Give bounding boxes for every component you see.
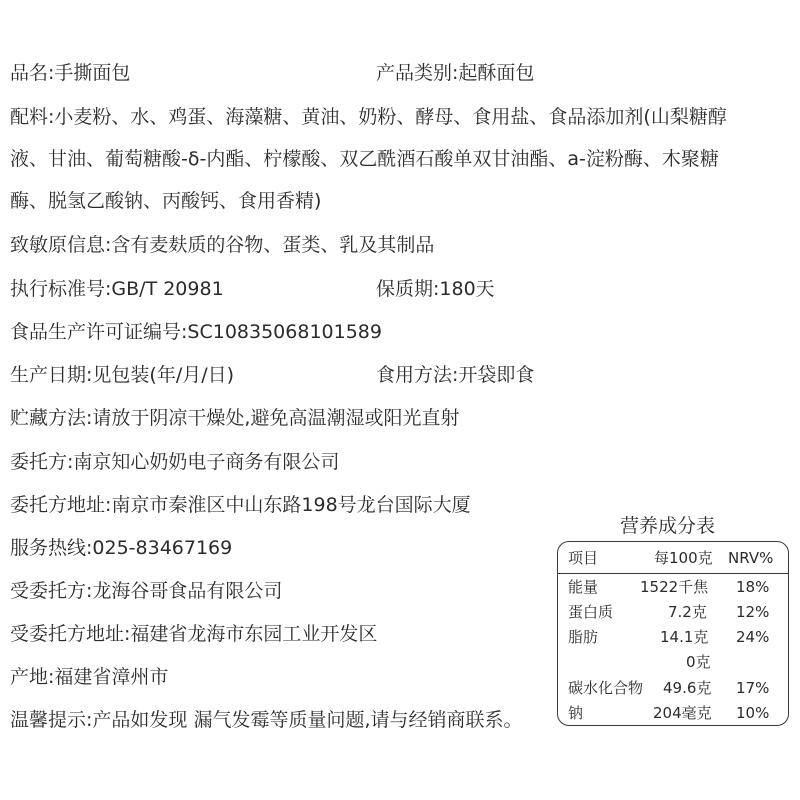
nutrition-row-nrv: 17%	[736, 679, 770, 697]
client-address-line	[10, 492, 471, 518]
ingredients-key: 配料:	[10, 106, 55, 128]
tip-key: 温馨提示:	[10, 709, 93, 731]
shelf-life-line	[376, 276, 495, 302]
storage-line	[10, 405, 459, 431]
nutrition-row-per100: 7.2克	[668, 603, 707, 621]
nutrition-row-item: 脂肪	[568, 628, 599, 646]
contractor-key: 受委托方:	[10, 580, 93, 602]
allergen-value: 含有麦麸质的谷物、蛋类、乳及其制品	[111, 234, 435, 256]
shelf-life-value: 180天	[439, 278, 495, 300]
nutrition-row-per100: 14.1克	[660, 628, 709, 646]
contractor-address-line	[10, 621, 377, 647]
license-key: 食品生产许可证编号:	[10, 321, 188, 343]
nutrition-row-nrv: 24%	[736, 628, 770, 646]
origin-key: 产地:	[10, 666, 55, 688]
client-address-value: 南京市秦淮区中山东路198号龙台国际大厦	[111, 494, 471, 516]
production-date-line	[10, 362, 234, 388]
hotline-value: 025-83467169	[92, 537, 233, 559]
category-key: 产品类别:	[376, 62, 459, 84]
nutrition-header-divider	[558, 573, 788, 574]
license-line	[10, 319, 382, 345]
contractor-address-key: 受委托方地址:	[10, 623, 131, 645]
ingredients-line-3: 酶、脱氢乙酸钠、丙酸钙、食用香精)	[10, 190, 322, 212]
nutrition-row-nrv: 12%	[736, 603, 770, 621]
nutrition-header-nrv: NRV%	[728, 549, 774, 567]
usage-line	[376, 362, 534, 388]
origin-line	[10, 664, 168, 690]
category-value: 起酥面包	[458, 62, 535, 84]
category-line	[376, 60, 534, 86]
client-line	[10, 449, 339, 475]
contractor-address-value: 福建省龙海市东园工业开发区	[130, 623, 378, 645]
nutrition-row-item: 碳水化合物	[568, 679, 644, 697]
nutrition-row-item: 能量	[568, 578, 599, 596]
ingredients-line-2: 液、甘油、葡萄糖酸-δ-内酯、柠檬酸、双乙酰酒石酸单双甘油酯、a-淀粉酶、木聚糖	[10, 148, 719, 170]
product-name-value: 手撕面包	[54, 62, 131, 84]
ingredients-text-1: 小麦粉、水、鸡蛋、海藻糖、黄油、奶粉、酵母、食用盐、食品添加剂(山梨糖醇	[54, 106, 727, 128]
contractor-line	[10, 578, 282, 604]
nutrition-row-per100: 49.6克	[663, 679, 712, 697]
shelf-life-key: 保质期:	[376, 278, 440, 300]
allergen-line	[10, 232, 434, 258]
nutrition-row-per100: 0克	[686, 653, 711, 671]
nutrition-row-nrv: 18%	[736, 578, 770, 596]
standard-line	[10, 276, 224, 302]
storage-value: 请放于阴凉干燥处,避免高温潮湿或阳光直射	[92, 407, 460, 429]
nutrition-row-item: 蛋白质	[568, 603, 614, 621]
origin-value: 福建省漳州市	[54, 666, 169, 688]
nutrition-header-per100: 每100克	[654, 549, 713, 567]
nutrition-row-per100: 1522千焦	[640, 578, 709, 596]
license-value: SC10835068101589	[187, 321, 382, 343]
nutrition-header-item: 项目	[568, 549, 599, 567]
ingredients-line-1	[10, 104, 727, 130]
usage-value: 开袋即食	[458, 364, 535, 386]
product-name-line	[10, 60, 130, 86]
hotline-line	[10, 535, 232, 561]
production-date-key: 生产日期:	[10, 364, 93, 386]
contractor-value: 龙海谷哥食品有限公司	[92, 580, 283, 602]
usage-key: 食用方法:	[376, 364, 459, 386]
standard-value: GB/T 20981	[111, 278, 224, 300]
tip-line	[10, 707, 523, 733]
production-date-value: 见包装(年/月/日)	[92, 364, 235, 386]
allergen-key: 致敏原信息:	[10, 234, 112, 256]
client-address-key: 委托方地址:	[10, 494, 112, 516]
nutrition-row-nrv: 10%	[736, 704, 770, 722]
nutrition-title: 营养成分表	[620, 515, 716, 537]
nutrition-table	[557, 541, 789, 726]
product-name-key: 品名:	[10, 62, 55, 84]
nutrition-row-per100: 204毫克	[653, 704, 712, 722]
client-key: 委托方:	[10, 451, 74, 473]
standard-key: 执行标准号:	[10, 278, 112, 300]
client-value: 南京知心奶奶电子商务有限公司	[73, 451, 340, 473]
hotline-key: 服务热线:	[10, 537, 93, 559]
storage-key: 贮藏方法:	[10, 407, 93, 429]
tip-value: 产品如发现 漏气发霉等质量问题,请与经销商联系。	[92, 709, 523, 731]
nutrition-row-item: 钠	[568, 704, 584, 722]
